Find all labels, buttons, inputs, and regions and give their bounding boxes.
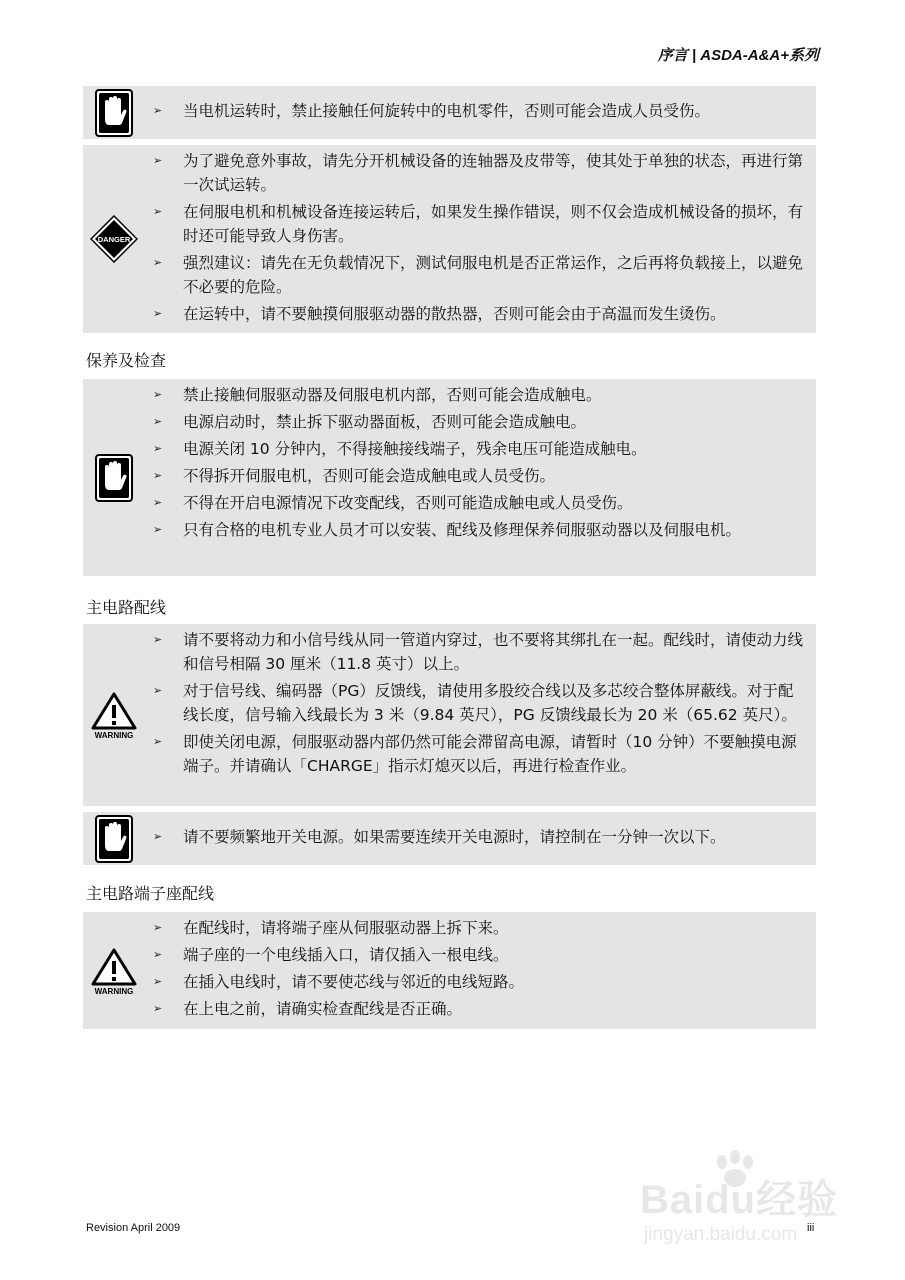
bullet-icon: ➢: [153, 307, 163, 320]
list-item: ➢ 对于信号线、编码器（PG）反馈线，请使用多股绞合线以及多芯绞合整体屏蔽线。对于配线长度，信号输入线最长为 3 米（9.84 英尺），PG 反馈线最长为 20 米（65.62 英尺）。: [145, 679, 806, 727]
danger-notice-box: [83, 145, 816, 333]
bullet-icon: ➢: [153, 154, 163, 167]
warning-label: WARNING: [94, 986, 134, 996]
warning-notice-box-1: [83, 624, 816, 806]
danger-diamond-icon: [83, 145, 145, 333]
list-item: ➢ 为了避免意外事故，请先分开机械设备的连轴器及皮带等，使其处于单独的状态，再进行第一次试运转。: [145, 149, 806, 197]
bullet-icon: ➢: [153, 921, 163, 934]
list-item: ➢ 电源关闭 10 分钟内，不得接触接线端子，残余电压可能造成触电。: [145, 437, 806, 461]
list-item: ➢ 在上电之前，请确实检查配线是否正确。: [145, 997, 806, 1021]
bullet-icon: ➢: [153, 415, 163, 428]
stop-label: STOP: [104, 489, 124, 497]
list-item: ➢ 在配线时，请将端子座从伺服驱动器上拆下来。: [145, 916, 806, 940]
bullet-icon: ➢: [153, 735, 163, 748]
warning-triangle-icon: [83, 912, 145, 1029]
bullet-icon: ➢: [153, 104, 163, 117]
bullet-icon: ➢: [153, 469, 163, 482]
list-item: ➢ 请不要将动力和小信号线从同一管道内穿过，也不要将其绑扎在一起。配线时，请使动力线和信号相隔 30 厘米（11.8 英寸）以上。: [145, 628, 806, 676]
list-item: ➢ 只有合格的电机专业人员才可以安装、配线及修理保养伺服驱动器以及伺服电机。: [145, 518, 806, 542]
bullet-icon: ➢: [153, 256, 163, 269]
list-item: ➢ 不得拆开伺服电机，否则可能会造成触电或人员受伤。: [145, 464, 806, 488]
bullet-icon: ➢: [153, 1002, 163, 1015]
stop-notice-box-1: [83, 86, 816, 139]
list-item: ➢ 电源启动时，禁止拆下驱动器面板，否则可能会造成触电。: [145, 410, 806, 434]
list-item: ➢ 在插入电线时，请不要使芯线与邻近的电线短路。: [145, 970, 806, 994]
page-header-title: 序言 | ASDA-A&A+系列: [657, 47, 819, 64]
stop-label: STOP: [104, 850, 124, 858]
bullet-icon: ➢: [153, 948, 163, 961]
bullet-icon: ➢: [153, 684, 163, 697]
bullet-icon: ➢: [153, 496, 163, 509]
warning-label: WARNING: [94, 731, 134, 740]
bullet-icon: ➢: [153, 633, 163, 646]
bullet-icon: ➢: [153, 442, 163, 455]
footer-page-number: iii: [807, 1222, 815, 1234]
list-item: ➢ 请不要频繁地开关电源。如果需要连续开关电源时，请控制在一分钟一次以下。: [145, 825, 806, 849]
stop-label: STOP: [104, 124, 124, 132]
bullet-icon: ➢: [153, 388, 163, 401]
warning-triangle-icon: [83, 624, 145, 806]
baidu-watermark: [640, 1150, 860, 1260]
warning-notice-box-2: [83, 912, 816, 1029]
bullet-icon: ➢: [153, 830, 163, 843]
watermark-url: jingyan.baidu.com: [644, 1224, 798, 1245]
list-item: ➢ 在伺服电机和机械设备连接运转后，如果发生操作错误，则不仅会造成机械设备的损坏，有时还可能导致人身伤害。: [145, 200, 806, 248]
bullet-icon: ➢: [153, 523, 163, 536]
section-heading-main-wiring: 主电路配线: [86, 598, 167, 617]
bullet-icon: ➢: [153, 975, 163, 988]
danger-label: DANGER: [97, 235, 131, 244]
watermark-brand: Baidu经验: [640, 1178, 839, 1222]
section-heading-terminal-wiring: 主电路端子座配线: [86, 884, 215, 903]
footer-revision: Revision April 2009: [86, 1222, 181, 1234]
stop-notice-box-3: [83, 812, 816, 865]
list-item: ➢ 不得在开启电源情况下改变配线，否则可能造成触电或人员受伤。: [145, 491, 806, 515]
list-item: ➢ 端子座的一个电线插入口，请仅插入一根电线。: [145, 943, 806, 967]
list-item: ➢ 当电机运转时，禁止接触任何旋转中的电机零件，否则可能会造成人员受伤。: [145, 99, 806, 123]
list-item: ➢ 禁止接触伺服驱动器及伺服电机内部，否则可能会造成触电。: [145, 383, 806, 407]
bullet-icon: ➢: [153, 205, 163, 218]
list-item: ➢ 在运转中，请不要触摸伺服驱动器的散热器，否则可能会由于高温而发生烫伤。: [145, 302, 806, 326]
section-heading-maintenance: 保养及检查: [86, 351, 167, 370]
list-item: ➢ 强烈建议：请先在无负载情况下，测试伺服电机是否正常运作，之后再将负载接上，以避免不必要的危险。: [145, 251, 806, 299]
stop-notice-box-2: [83, 379, 816, 576]
stop-hand-icon: [83, 812, 145, 865]
stop-hand-icon: [83, 379, 145, 576]
stop-hand-icon: [83, 86, 145, 139]
list-item: ➢ 即使关闭电源，伺服驱动器内部仍然可能会滞留高电源，请暂时（10 分钟）不要触摸电源端子。并请确认「CHARGE」指示灯熄灭以后，再进行检查作业。: [145, 730, 806, 778]
